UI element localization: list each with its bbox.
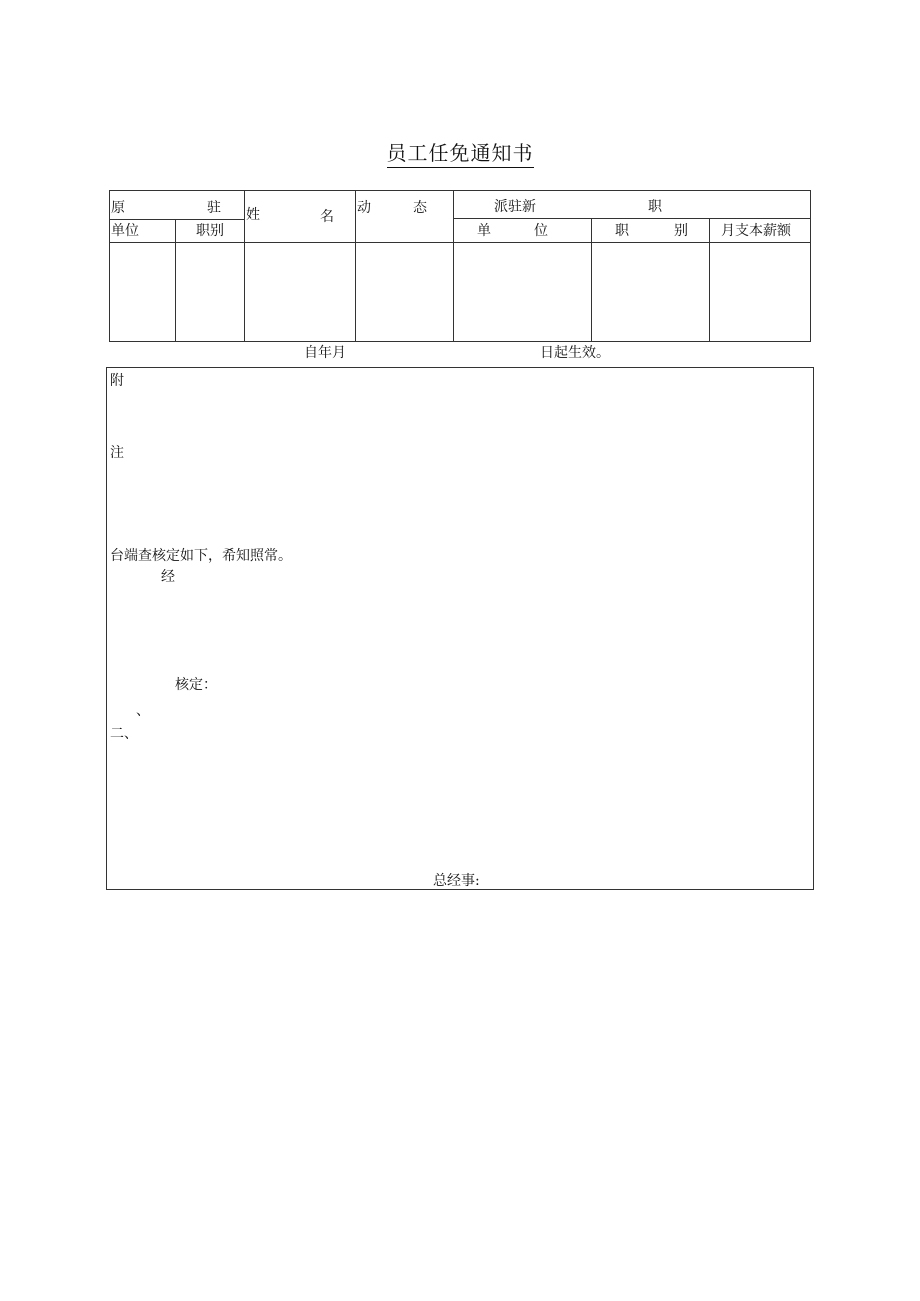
header-name-b: 名 — [320, 209, 334, 225]
header-new-title-a: 职 — [615, 223, 629, 239]
page-title — [0, 143, 920, 163]
notes-signature: 总经事: — [433, 873, 480, 889]
header-orig-post-a: 原 — [111, 200, 125, 216]
header-status-a: 动 — [357, 200, 371, 216]
effective-until: 日起生效。 — [540, 345, 610, 361]
header-orig-unit: 单位 — [111, 223, 139, 239]
notes-item-two: 二、 — [110, 726, 138, 742]
table-rule — [591, 218, 592, 342]
header-name-a: 姓 — [246, 207, 260, 223]
notes-item-mark: 、 — [136, 703, 150, 719]
notes-approved-line: 台端查核定如下，希知照常。 — [110, 548, 292, 564]
effective-from: 自年月 — [304, 345, 346, 361]
header-orig-post-b: 驻 — [207, 200, 221, 216]
header-new-post-b: 职 — [648, 199, 662, 215]
table-rule — [109, 219, 244, 220]
notes-border — [106, 367, 814, 890]
header-salary: 月支本薪额 — [721, 223, 791, 239]
table-rule — [175, 219, 176, 342]
header-status-b: 态 — [413, 200, 427, 216]
table-rule — [453, 218, 811, 219]
table-rule — [244, 190, 245, 342]
notes-label-zhu: 注 — [110, 445, 124, 461]
table-rule — [709, 218, 710, 342]
header-orig-title: 职别 — [196, 223, 224, 239]
table-rule — [355, 190, 356, 342]
table-rule — [109, 242, 811, 243]
table-rule — [453, 190, 454, 342]
page-title-text: 员工任免通知书 — [387, 141, 534, 168]
header-new-title-b: 别 — [674, 223, 688, 239]
notes-jing: 经 — [161, 569, 175, 585]
header-new-unit-b: 位 — [534, 223, 548, 239]
header-new-post-a: 派驻新 — [494, 199, 536, 215]
header-new-unit-a: 单 — [477, 223, 491, 239]
notes-label-fu: 附 — [110, 373, 124, 389]
notes-hedding: 核定： — [175, 677, 217, 693]
